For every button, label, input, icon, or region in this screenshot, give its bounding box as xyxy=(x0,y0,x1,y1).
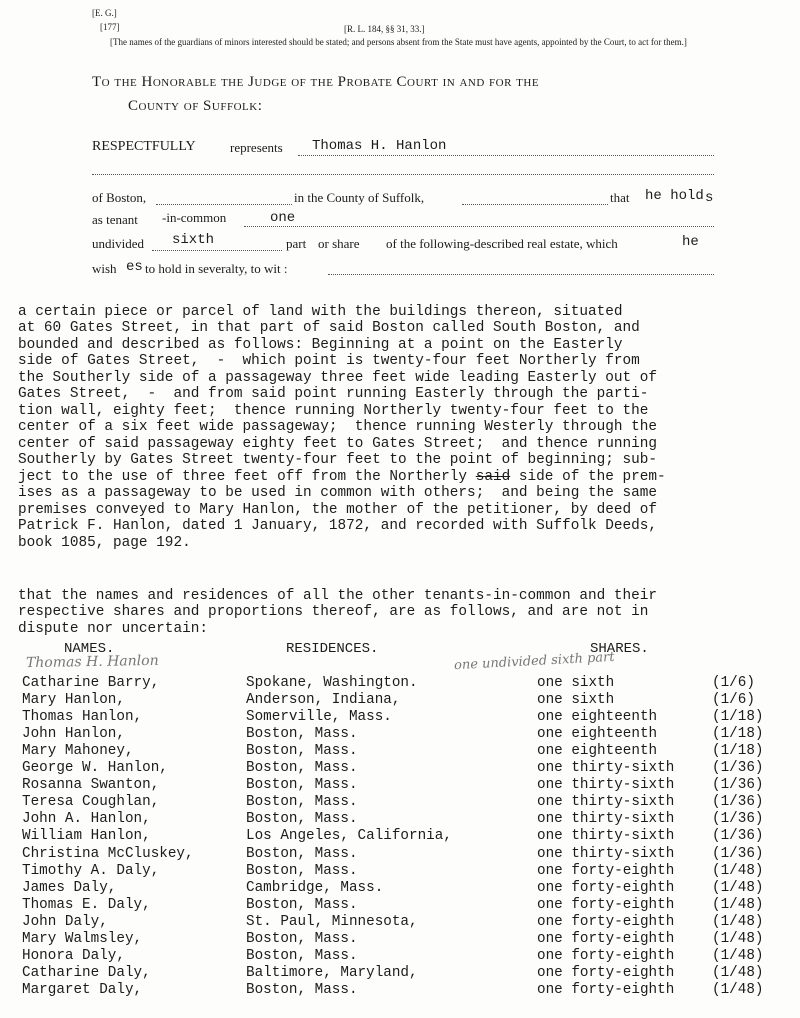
of-boston-label: of Boston, xyxy=(92,190,147,205)
severalty-label: to hold in severalty, to wit : xyxy=(145,261,288,276)
tenant-name: Catharine Daly, xyxy=(22,964,151,981)
hold-suffix: s xyxy=(705,190,714,206)
tenant-share: one thirty-sixth xyxy=(537,811,675,828)
wish-label: wish xyxy=(92,261,117,276)
or-share-label: or share xyxy=(318,236,360,251)
petitioner-name: Thomas H. Hanlon xyxy=(312,138,447,154)
tenant-share: one forty-eighth xyxy=(537,879,675,896)
county-label: in the County of Suffolk, xyxy=(294,190,425,205)
tenant-share: one thirty-sixth xyxy=(537,828,675,845)
part-label: part xyxy=(286,236,307,251)
tenant-share: one thirty-sixth xyxy=(537,777,675,794)
tenant-fraction: (1/6) xyxy=(712,675,755,691)
tenant-name: George W. Hanlon, xyxy=(22,760,168,777)
tenant-fraction: (1/48) xyxy=(712,930,764,947)
header-shares: SHARES. xyxy=(590,641,649,657)
tenant-name: Margaret Daly, xyxy=(22,981,143,998)
property-description: a certain piece or parcel of land with the buildings thereon, situated at 60 Gates Street, in that part of said Boston called South Boston, and bounded and described as follows: Beginning at a point on the Easterly side of Gates Street, - which point is twenty-four feet Northerly from the Southerly side of a passageway three feet wide leading Easterly out of Gates Street, - and from said point running Easterly through the parti- tion wall, eighty feet; thence running Northerly twenty-four feet to the center of a six feet wide passageway; thence running Westerly through the center of said passageway eighty feet to Gates Street; and thence running Southerly by Gates Street twenty-four feet to the point of beginning; sub- ject to the use of three feet off from the Northerly said side of the prem- ises as a passageway to be used in common with others; and being the same premises conveyed to Mary Hanlon, the mother of the petitioner, by deed of Patrick F. Hanlon, dated 1 January, 1872, and recorded with Suffolk Deeds, book 1085, page 192. xyxy=(18,303,666,551)
tenant-fraction: (1/6) xyxy=(712,692,755,709)
tenant-fraction: (1/48) xyxy=(712,947,764,964)
header-names: NAMES. xyxy=(64,641,115,657)
tenant-residence: Boston, Mass. xyxy=(246,743,358,760)
statute-reference: [R. L. 184, §§ 31, 33.] xyxy=(344,24,425,34)
form-code: [E. G.] xyxy=(92,8,117,18)
tenant-fraction: (1/18) xyxy=(712,743,764,760)
tenant-share: one forty-eighth xyxy=(537,896,675,913)
tenant-residence: Cambridge, Mass. xyxy=(246,879,384,896)
tenant-name: Teresa Coughlan, xyxy=(22,794,160,811)
tenant-share: one forty-eighth xyxy=(537,913,675,930)
tenant-share: one forty-eighth xyxy=(537,964,675,981)
tenant-name: John Hanlon, xyxy=(22,726,125,743)
tenant-name: Mary Hanlon, xyxy=(22,692,125,709)
tenant-name: John A. Hanlon, xyxy=(22,811,151,828)
tenant-fraction: (1/48) xyxy=(712,862,764,879)
tenant-share: one eighteenth xyxy=(537,709,658,726)
shares-count: one xyxy=(270,210,296,226)
tenant-name: John Daly, xyxy=(22,913,108,930)
tenant-residence: Somerville, Mass. xyxy=(246,709,392,726)
tenant-fraction: (1/36) xyxy=(712,794,764,811)
tenant-fraction: (1/48) xyxy=(712,879,764,896)
tenant-fraction: (1/48) xyxy=(712,964,764,981)
respectfully-label: RESPECTFULLY xyxy=(92,139,196,154)
struck-word: said xyxy=(475,468,511,485)
tenant-residence: St. Paul, Minnesota, xyxy=(246,913,418,930)
tenant-residence: Boston, Mass. xyxy=(246,947,358,964)
handwritten-share: one undivided sixth part xyxy=(453,649,615,674)
tenant-residence: Los Angeles, California, xyxy=(246,828,452,845)
tenant-fraction: (1/18) xyxy=(712,726,764,743)
tenant-label: as tenant xyxy=(92,212,138,227)
tenant-residence: Boston, Mass. xyxy=(246,794,358,811)
share-fraction: sixth xyxy=(172,232,215,248)
represents-label: represents xyxy=(230,140,283,155)
tenant-share: one forty-eighth xyxy=(537,930,675,947)
tenant-fraction: (1/36) xyxy=(712,845,764,862)
court-address-line-1: To the Honorable the Judge of the Probate Court in and for the xyxy=(92,74,540,90)
tenant-name: Thomas E. Daly, xyxy=(22,896,151,913)
undivided-label: undivided xyxy=(92,236,144,251)
tenant-share: one sixth xyxy=(537,692,615,709)
form-number: [177] xyxy=(100,22,120,32)
tenant-name: James Daly, xyxy=(22,879,117,896)
tenant-residence: Anderson, Indiana, xyxy=(246,692,401,709)
tenant-fraction: (1/36) xyxy=(712,811,764,828)
tenant-fraction: (1/48) xyxy=(712,913,764,930)
he-value: he xyxy=(682,234,699,250)
hold-value: he hold xyxy=(645,188,704,204)
tenant-residence: Boston, Mass. xyxy=(246,896,358,913)
tenant-name: Catharine Barry, xyxy=(22,675,160,691)
tenant-fraction: (1/36) xyxy=(712,760,764,777)
tenant-residence: Boston, Mass. xyxy=(246,862,358,879)
tenant-fraction: (1/18) xyxy=(712,709,764,726)
tenant-residence: Boston, Mass. xyxy=(246,777,358,794)
tenant-residence: Spokane, Washington. xyxy=(246,675,418,691)
tenant-share: one thirty-sixth xyxy=(537,845,675,862)
tenant-name: Rosanna Swanton, xyxy=(22,777,160,794)
handwritten-name: Thomas H. Hanlon xyxy=(25,652,159,672)
tenant-name: Mary Walmsley, xyxy=(22,930,143,947)
court-address-line-2: County of Suffolk: xyxy=(128,98,263,114)
tenant-share: one thirty-sixth xyxy=(537,760,675,777)
tenant-fraction: (1/36) xyxy=(712,777,764,794)
tenant-residence: Boston, Mass. xyxy=(246,981,358,998)
tenant-value: -in-common xyxy=(162,210,227,225)
tenant-share: one eighteenth xyxy=(537,743,658,760)
tenants-intro: that the names and residences of all the other tenants-in-common and their respective shares and proportions thereof, are as follows, and are not in dispute nor uncertain: xyxy=(18,587,658,637)
tenant-name: Thomas Hanlon, xyxy=(22,709,143,726)
tenant-residence: Boston, Mass. xyxy=(246,811,358,828)
tenant-name: Christina McCluskey, xyxy=(22,845,194,862)
tenant-residence: Boston, Mass. xyxy=(246,726,358,743)
instruction-note: [The names of the guardians of minors interested should be stated; and persons absent from the State must have agents, appointed by the Court, to act for them.] xyxy=(110,37,687,47)
tenant-share: one forty-eighth xyxy=(537,862,675,879)
tenant-fraction: (1/48) xyxy=(712,896,764,913)
tenant-residence: Boston, Mass. xyxy=(246,845,358,862)
tenant-fraction: (1/36) xyxy=(712,828,764,845)
that-label: that xyxy=(610,190,630,205)
header-residences: RESIDENCES. xyxy=(286,641,379,657)
tenant-share: one forty-eighth xyxy=(537,981,675,998)
tenant-share: one eighteenth xyxy=(537,726,658,743)
tenant-name: Mary Mahoney, xyxy=(22,743,134,760)
tenant-residence: Baltimore, Maryland, xyxy=(246,964,418,981)
tenant-name: Honora Daly, xyxy=(22,947,125,964)
tenant-share: one forty-eighth xyxy=(537,947,675,964)
tenant-name: Timothy A. Daly, xyxy=(22,862,160,879)
following-label: of the following-described real estate, which xyxy=(386,236,618,251)
tenant-share: one thirty-sixth xyxy=(537,794,675,811)
wish-suffix: es xyxy=(126,259,143,275)
tenant-residence: Boston, Mass. xyxy=(246,930,358,947)
tenant-name: William Hanlon, xyxy=(22,828,151,845)
tenant-share: one sixth xyxy=(537,675,615,691)
tenant-fraction: (1/48) xyxy=(712,981,764,998)
tenant-residence: Boston, Mass. xyxy=(246,760,358,777)
